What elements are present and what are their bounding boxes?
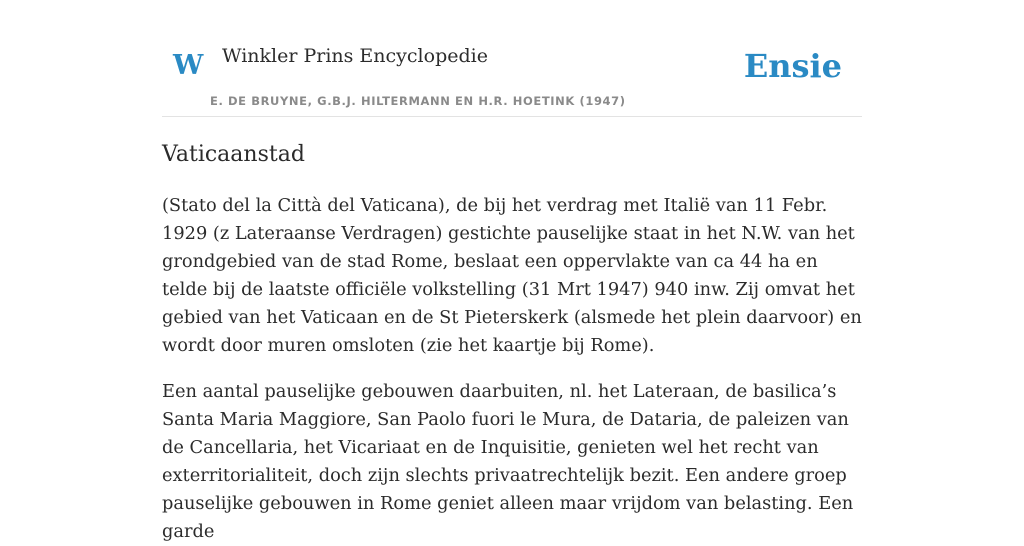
authors-line: E. DE BRUYNE, G.B.J. HILTERMANN EN H.R. HOETINK (1947) (210, 94, 626, 108)
article-paragraph-2: Een aantal pauselijke gebouwen daarbuiten, nl. het Lateraan, de basilica’s Santa Maria Maggiore, San Paolo fuori le Mura, de Dataria, de paleizen van de Cancellaria, het Vicariaat en de Inquisitie, genieten wel het recht van exterritorialiteit, doch zijn slechts privaatrechtelijk bezit. Een andere groep pauselijke gebouwen in Rome geniet alleen maar vrijdom van belasting. Een garde (162, 381, 854, 542)
ensie-logo[interactable]: Ensie (743, 47, 842, 85)
site-title[interactable]: Winkler Prins Encyclopedie (222, 45, 488, 67)
site-header (162, 0, 862, 117)
article (162, 140, 862, 546)
article-title: Vaticaanstad (162, 142, 305, 167)
article-paragraph-1: (Stato del la Città del Vaticana), de bij het verdrag met Italië van 11 Febr. 1929 (z Lateraanse Verdragen) gestichte pauselijke staat in het N.W. van het grondgebied van de stad Rome, beslaat een oppervlakte van ca 44 ha en telde bij de laatste officiële volkstelling (31 Mrt 1947) 940 inw. Zij omvat het gebied van het Vaticaan en de St Pieterskerk (alsmede het plein daarvoor) en wordt door muren omsloten (zie het kaartje bij Rome). (162, 195, 862, 356)
winkler-prins-logo[interactable]: W (173, 50, 204, 81)
